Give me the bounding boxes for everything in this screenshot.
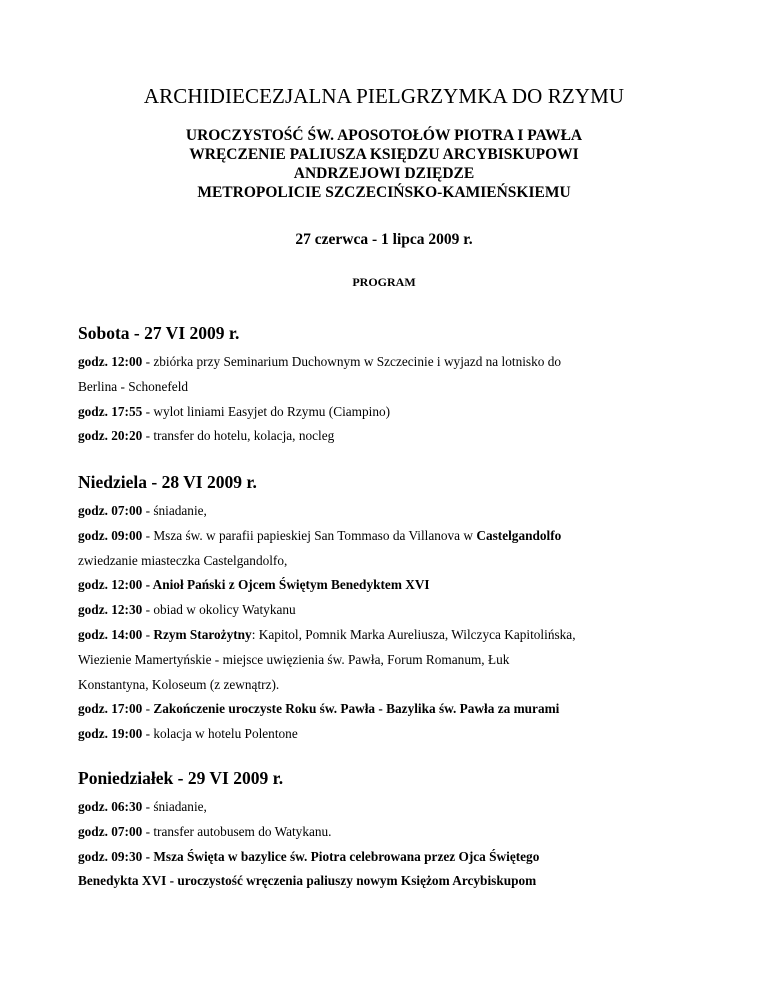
entry-text: - śniadanie, [142, 799, 207, 814]
entry-text: - wylot liniami Easyjet do Rzymu (Ciampino) [142, 403, 391, 419]
entry-time: godz. 12:00 [78, 577, 143, 593]
entry-time: godz. 19:00 [78, 726, 143, 742]
entry-time: godz. 14:00 [78, 626, 143, 642]
day-title: Niedziela - 28 VI 2009 r. [78, 472, 257, 492]
entry-text: - zbiórka przy Seminarium Duchownym w Szczecinie i wyjazd na lotnisko do [142, 354, 562, 369]
day-section-sunday [78, 471, 698, 747]
document-title: ARCHIDIECEZJALNA PIELGRZYMKA DO RZYMU [143, 84, 625, 108]
subtitle-line: UROCZYSTOŚĆ ŚW. APOSOTOŁÓW PIOTRA I PAWŁA [185, 127, 583, 144]
entry-text: - śniadanie, [142, 503, 207, 518]
subtitle-line: METROPOLICIE SZCZECIŃSKO-KAMIEŃSKIEMU [197, 184, 571, 201]
entry-bold-text: - Anioł Pański z Ojcem Świętym Benedyktem XVI [142, 577, 430, 593]
entry-bold-text: - Msza Święta w bazylice św. Piotra celebrowana przez Ojca Świętego [142, 848, 540, 864]
entry-text: - [142, 626, 154, 642]
entry-time: godz. 12:30 [78, 602, 143, 618]
schedule-entry [78, 499, 698, 524]
entry-text-after: : Kapitol, Pomnik Marka Aureliusza, Wilczyca Kapitolińska, [251, 626, 576, 642]
entry-text: Wiezienie Mamertyńskie - miejsce uwięzienia św. Pawła, Forum Romanum, Łuk [78, 651, 510, 667]
day-section-saturday [78, 322, 698, 449]
schedule-entry [78, 845, 698, 870]
event-dates: 27 czerwca - 1 lipca 2009 r. [295, 231, 473, 248]
entry-time: godz. 17:55 [78, 403, 143, 419]
entry-text: zwiedzanie miasteczka Castelgandolfo, [78, 552, 288, 568]
entry-text: Berlina - Schonefeld [78, 378, 189, 394]
entry-bold-text: Zakończenie uroczyste Roku św. Pawła - Bazylika św. Pawła za murami [153, 701, 560, 717]
entry-text: - kolacja w hotelu Polentone [142, 726, 298, 742]
schedule-entry [78, 722, 698, 747]
schedule-entry [78, 549, 698, 574]
schedule-entry [78, 820, 698, 845]
entry-text: - obiad w okolicy Watykanu [142, 602, 296, 618]
entry-time: godz. 12:00 [78, 354, 143, 369]
entry-bold-text: Rzym Starożytny [153, 626, 252, 642]
subtitle-line: WRĘCZENIE PALIUSZA KSIĘDZU ARCYBISKUPOWI [189, 146, 579, 163]
entry-text: - transfer do hotelu, kolacja, nocleg [142, 428, 335, 444]
subtitle-line: ANDRZEJOWI DZIĘDZE [293, 165, 475, 182]
day-title: Poniedziałek - 29 VI 2009 r. [78, 768, 284, 788]
entry-text: - Msza św. w parafii papieskiej San Tommaso da Villanova w [142, 527, 477, 543]
schedule-entry [78, 598, 698, 623]
schedule-entry [78, 673, 698, 698]
schedule-entry [78, 350, 698, 375]
entry-time: godz. 20:20 [78, 428, 143, 444]
schedule-entry [78, 573, 698, 598]
entry-time: godz. 07:00 [78, 503, 143, 518]
schedule-entry [78, 623, 698, 648]
document-subtitle [0, 126, 768, 202]
entry-time: godz. 06:30 [78, 799, 143, 814]
program-label: PROGRAM [352, 275, 416, 289]
day-entries [78, 795, 698, 894]
entry-time: godz. 07:00 [78, 823, 143, 839]
day-entries [78, 350, 698, 449]
entry-text: Konstantyna, Koloseum (z zewnątrz). [78, 676, 280, 692]
schedule-entry [78, 400, 698, 425]
entry-text: - [142, 701, 154, 717]
schedule-entry [78, 795, 698, 820]
schedule-entry [78, 375, 698, 400]
schedule-entry [78, 697, 698, 722]
schedule-entry [78, 524, 698, 549]
day-entries [78, 499, 698, 747]
day-title: Sobota - 27 VI 2009 r. [78, 323, 240, 343]
schedule-entry [78, 424, 698, 449]
entry-time: godz. 09:00 [78, 527, 143, 543]
entry-bold-text: Benedykta XVI - uroczystość wręczenia paliuszy nowym Księżom Arcybiskupom [78, 873, 537, 889]
entry-bold-text: Castelgandolfo [476, 527, 562, 543]
schedule-entry [78, 869, 698, 894]
day-section-monday [78, 767, 698, 894]
entry-time: godz. 17:00 [78, 701, 143, 717]
schedule-entry [78, 648, 698, 673]
entry-time: godz. 09:30 [78, 848, 143, 864]
entry-text: - transfer autobusem do Watykanu. [142, 823, 332, 839]
